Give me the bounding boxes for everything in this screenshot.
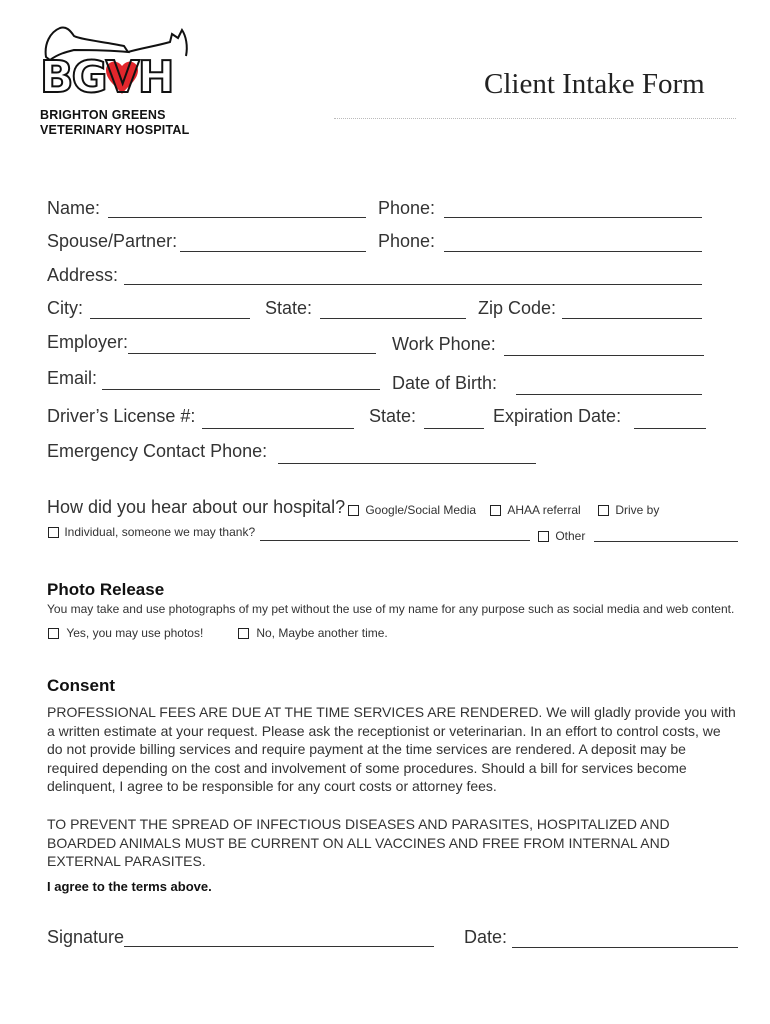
- spouse-label: Spouse/Partner:: [47, 231, 178, 251]
- city-field[interactable]: [90, 318, 250, 319]
- city-label: City:: [47, 298, 83, 318]
- checkbox-icon[interactable]: [490, 505, 501, 516]
- state-label: State:: [265, 298, 313, 318]
- other-field[interactable]: [594, 541, 738, 542]
- signature-label: Signature: [47, 927, 125, 947]
- email-field[interactable]: [102, 389, 380, 390]
- checkbox-icon[interactable]: [48, 527, 59, 538]
- spouse-phone-label: Phone:: [378, 231, 436, 251]
- address-label: Address:: [47, 265, 119, 285]
- date-label: Date:: [464, 927, 508, 947]
- work-phone-label: Work Phone:: [392, 334, 496, 354]
- logo-letter-h: H: [137, 52, 173, 103]
- name-field[interactable]: [108, 217, 366, 218]
- zip-label: Zip Code:: [478, 298, 557, 318]
- phone-label: Phone:: [378, 198, 436, 218]
- checkbox-icon[interactable]: [238, 628, 249, 639]
- individual-field[interactable]: [260, 540, 530, 541]
- referral-option-google[interactable]: Google/Social Media: [348, 503, 476, 517]
- employer-field[interactable]: [128, 353, 376, 354]
- signature-field[interactable]: [124, 946, 434, 947]
- name-label: Name:: [47, 198, 101, 218]
- license-field[interactable]: [202, 428, 354, 429]
- emergency-label: Emergency Contact Phone:: [47, 441, 268, 461]
- license-state-field[interactable]: [424, 428, 484, 429]
- consent-heading: Consent: [47, 676, 115, 695]
- address-field[interactable]: [124, 284, 702, 285]
- dob-field[interactable]: [516, 394, 702, 395]
- referral-option-driveby[interactable]: Drive by: [598, 503, 659, 517]
- referral-question: How did you hear about our hospital?: [47, 497, 346, 517]
- expiration-label: Expiration Date:: [493, 406, 622, 426]
- checkbox-icon[interactable]: [348, 505, 359, 516]
- logo: [36, 22, 196, 142]
- photo-no-option[interactable]: No, Maybe another time.: [238, 626, 388, 640]
- logo-letters-bg: BG: [40, 52, 106, 103]
- emergency-field[interactable]: [278, 463, 536, 464]
- employer-label: Employer:: [47, 332, 129, 352]
- consent-paragraph-1: PROFESSIONAL FEES ARE DUE AT THE TIME SERVICES ARE RENDERED. We will gladly provide you with a written estimate at your request. Please ask the receptionist or veterinarian. In an effort to control costs, we do not provide billing services and require payment at the time services are rendered. A deposit may be required depending on the cost and involvement of some procedures. Should a bill for services become delinquent, I agree to be responsible for any court costs or attorney fees.: [47, 704, 736, 795]
- logo-line-1: BRIGHTON GREENS: [40, 108, 166, 122]
- license-state-label: State:: [369, 406, 417, 426]
- photo-yes-option[interactable]: Yes, you may use photos!: [48, 626, 203, 640]
- spouse-phone-field[interactable]: [444, 251, 702, 252]
- checkbox-icon[interactable]: [598, 505, 609, 516]
- photo-release-text: You may take and use photographs of my pet without the use of my name for any purpose such as social media and web content.: [47, 602, 735, 616]
- consent-paragraph-2: TO PREVENT THE SPREAD OF INFECTIOUS DISEASES AND PARASITES, HOSPITALIZED AND BOARDED ANIMALS MUST BE CURRENT ON ALL VACCINES AND FREE FROM INTERNAL AND EXTERNAL PARASITES.: [47, 816, 670, 870]
- state-field[interactable]: [320, 318, 466, 319]
- agree-text: I agree to the terms above.: [47, 879, 212, 894]
- logo-line-2: VETERINARY HOSPITAL: [40, 123, 190, 137]
- date-field[interactable]: [512, 947, 738, 948]
- email-label: Email:: [47, 368, 98, 388]
- referral-option-individual[interactable]: Individual, someone we may thank?: [48, 525, 255, 539]
- page-title: Client Intake Form: [484, 68, 705, 100]
- checkbox-icon[interactable]: [538, 531, 549, 542]
- expiration-field[interactable]: [634, 428, 706, 429]
- referral-option-ahaa[interactable]: AHAA referral: [490, 503, 581, 517]
- photo-release-heading: Photo Release: [47, 580, 165, 599]
- title-divider: [334, 118, 736, 119]
- phone-field[interactable]: [444, 217, 702, 218]
- license-label: Driver’s License #:: [47, 406, 196, 426]
- logo-letter-v: V: [105, 52, 138, 103]
- dob-label: Date of Birth:: [392, 373, 498, 393]
- zip-field[interactable]: [562, 318, 702, 319]
- work-phone-field[interactable]: [504, 355, 704, 356]
- checkbox-icon[interactable]: [48, 628, 59, 639]
- spouse-field[interactable]: [180, 251, 366, 252]
- referral-option-other[interactable]: Other: [538, 529, 585, 543]
